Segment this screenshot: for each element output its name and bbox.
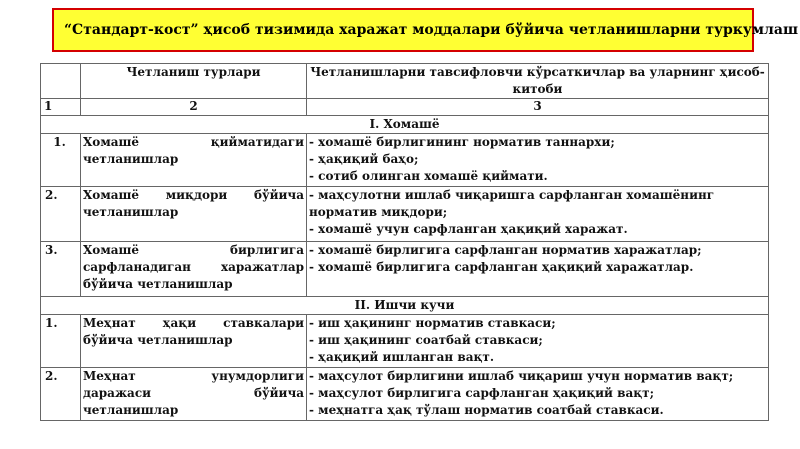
- row-number: 1.: [41, 315, 81, 368]
- section-row-labor: [41, 297, 769, 315]
- deviations-table: [40, 63, 769, 421]
- row-indicators: [307, 368, 769, 421]
- indicator-line: - меҳнатга ҳақ тўлаш норматив соатбай ставкаси.: [309, 403, 664, 417]
- header-cell-number: [41, 64, 81, 99]
- column-number-row: [41, 99, 769, 116]
- row-indicators: [307, 187, 769, 242]
- row-number: 2.: [41, 187, 81, 242]
- row-number: 3.: [41, 242, 81, 297]
- header-cell-indicators: Четланишларни тавсифловчи кўрсаткичлар ва уларнинг ҳисоб-китоби: [307, 64, 769, 99]
- table-header-row: [41, 64, 769, 99]
- indicator-line: норматив миқдори;: [309, 205, 448, 219]
- column-number-3: 3: [307, 99, 769, 116]
- row-indicators: [307, 315, 769, 368]
- indicator-line: - хомашё бирлигига сарфланган норматив харажатлар;: [309, 243, 702, 257]
- indicator-line: - ҳақиқий баҳо;: [309, 152, 419, 166]
- indicator-line: - иш ҳақининг соатбай ставкаси;: [309, 333, 543, 347]
- slide-title-text: “Стандарт-кост” ҳисоб тизимида харажат моддалари бўйича четланишларни туркумлаш: [64, 22, 799, 38]
- section-title: II. Ишчи кучи: [41, 297, 769, 315]
- row-deviation-name: Хомашё бирлигига сарфланадиган харажатлар бўйича четланишлар: [81, 242, 307, 297]
- indicator-line: - маҳсулотни ишлаб чиқаришга сарфланган хомашёнинг: [309, 188, 715, 202]
- row-deviation-name: Меҳнат унумдорлиги даражаси бўйича четланишлар: [81, 368, 307, 421]
- indicator-line: - хомашё бирлигининг норматив таннархи;: [309, 135, 615, 149]
- row-number: 2.: [41, 368, 81, 421]
- row-deviation-name: Хомашё миқдори бўйича четланишлар: [81, 187, 307, 242]
- indicator-line: - маҳсулот бирлигини ишлаб чиқариш учун норматив вақт;: [309, 369, 734, 383]
- slide-title: [52, 8, 799, 52]
- row-number: 1.: [41, 134, 81, 187]
- indicator-line: - ҳақиқий ишланган вақт.: [309, 350, 495, 364]
- indicator-line: - хомашё бирлигига сарфланган ҳақиқий харажатлар.: [309, 260, 694, 274]
- column-number-1: 1: [41, 99, 81, 116]
- row-indicators: [307, 134, 769, 187]
- header-cell-deviation-types: Четланиш турлари: [81, 64, 307, 99]
- table-row: [41, 134, 769, 187]
- row-deviation-name: Хомашё қийматидаги четланишлар: [81, 134, 307, 187]
- section-row-raw-materials: [41, 116, 769, 134]
- table-row: [41, 368, 769, 421]
- indicator-line: - иш ҳақининг норматив ставкаси;: [309, 316, 556, 330]
- row-deviation-name: Меҳнат ҳақи ставкалари бўйича четланишлар: [81, 315, 307, 368]
- row-indicators: [307, 242, 769, 297]
- table-row: [41, 242, 769, 297]
- section-title: I. Хомашё: [41, 116, 769, 134]
- table-row: [41, 315, 769, 368]
- indicator-line: - хомашё учун сарфланган ҳақиқий харажат.: [309, 222, 628, 236]
- indicator-line: - маҳсулот бирлигига сарфланган ҳақиқий вақт;: [309, 386, 655, 400]
- indicator-line: - сотиб олинган хомашё қиймати.: [309, 169, 548, 183]
- table-row: [41, 187, 769, 242]
- column-number-2: 2: [81, 99, 307, 116]
